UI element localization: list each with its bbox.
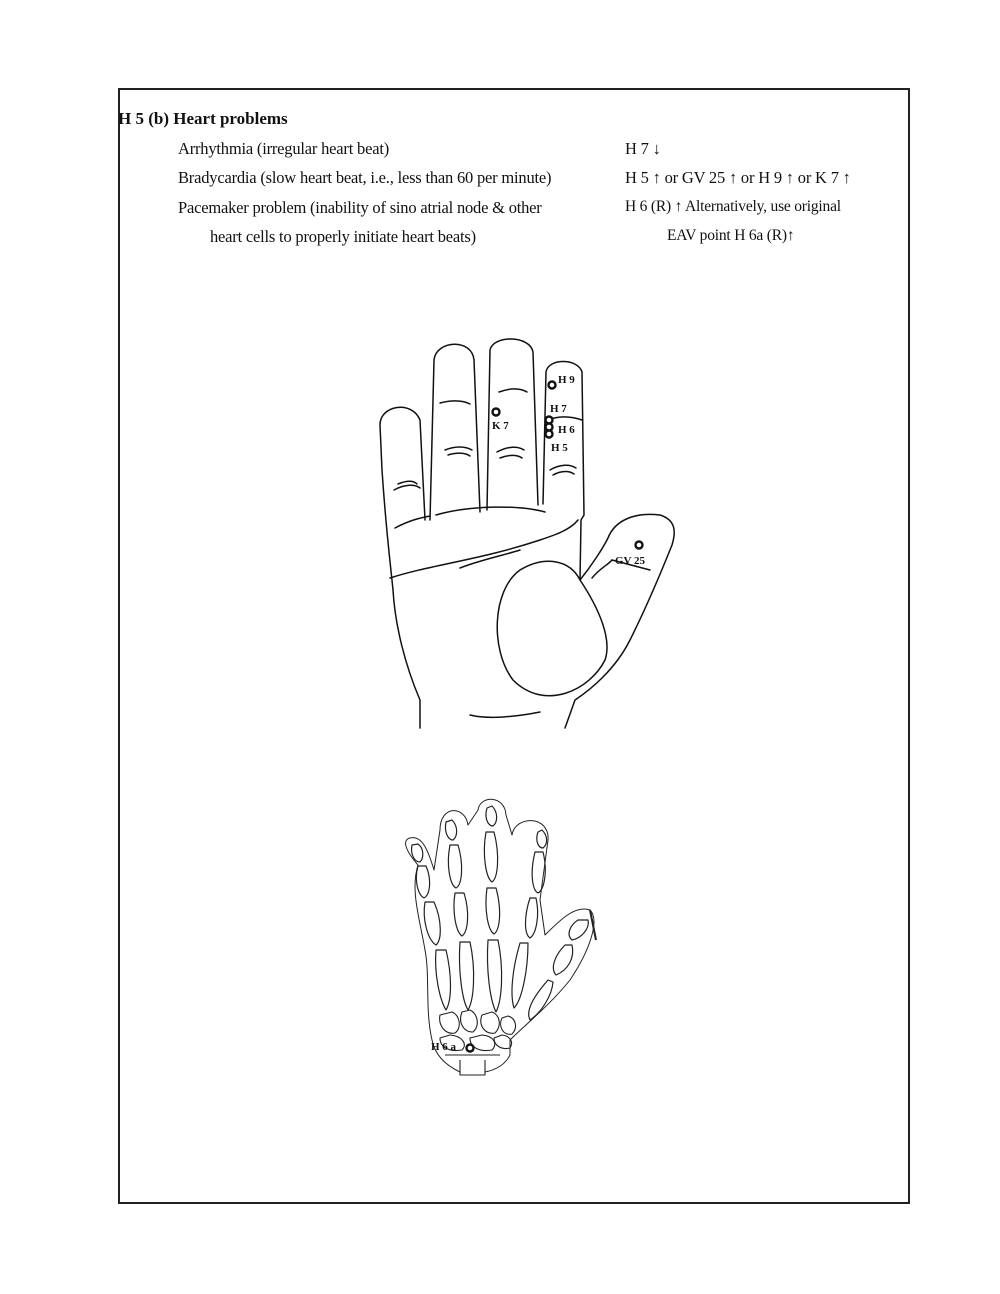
label-h7: H 7 [550,403,567,415]
condition-pacemaker-cont: heart cells to properly initiate heart beats) [210,227,476,246]
treatment-arrhythmia: H 7 ↓ [625,139,661,158]
palm-diagram [370,335,690,735]
condition-bradycardia: Bradycardia (slow heart beat, i.e., less than 60 per minute) [178,168,552,187]
label-h6: H 6 [558,424,575,436]
condition-pacemaker: Pacemaker problem (inability of sino atrial node & other [178,198,542,217]
section-heading: H 5 (b) Heart problems [118,109,288,128]
label-h9: H 9 [558,374,575,386]
treatment-bradycardia: H 5 ↑ or GV 25 ↑ or H 9 ↑ or K 7 ↑ [625,168,851,187]
treatment-pacemaker-cont: EAV point H 6a (R)↑ [667,227,795,244]
label-k7: K 7 [492,420,509,432]
label-h5: H 5 [551,442,568,454]
hand-skeleton-diagram [395,795,605,1080]
condition-arrhythmia: Arrhythmia (irregular heart beat) [178,139,390,158]
treatment-pacemaker: H 6 (R) ↑ Alternatively, use original [625,198,841,215]
label-gv25: GV 25 [615,555,646,567]
label-h6a: H 6 a [431,1041,457,1053]
